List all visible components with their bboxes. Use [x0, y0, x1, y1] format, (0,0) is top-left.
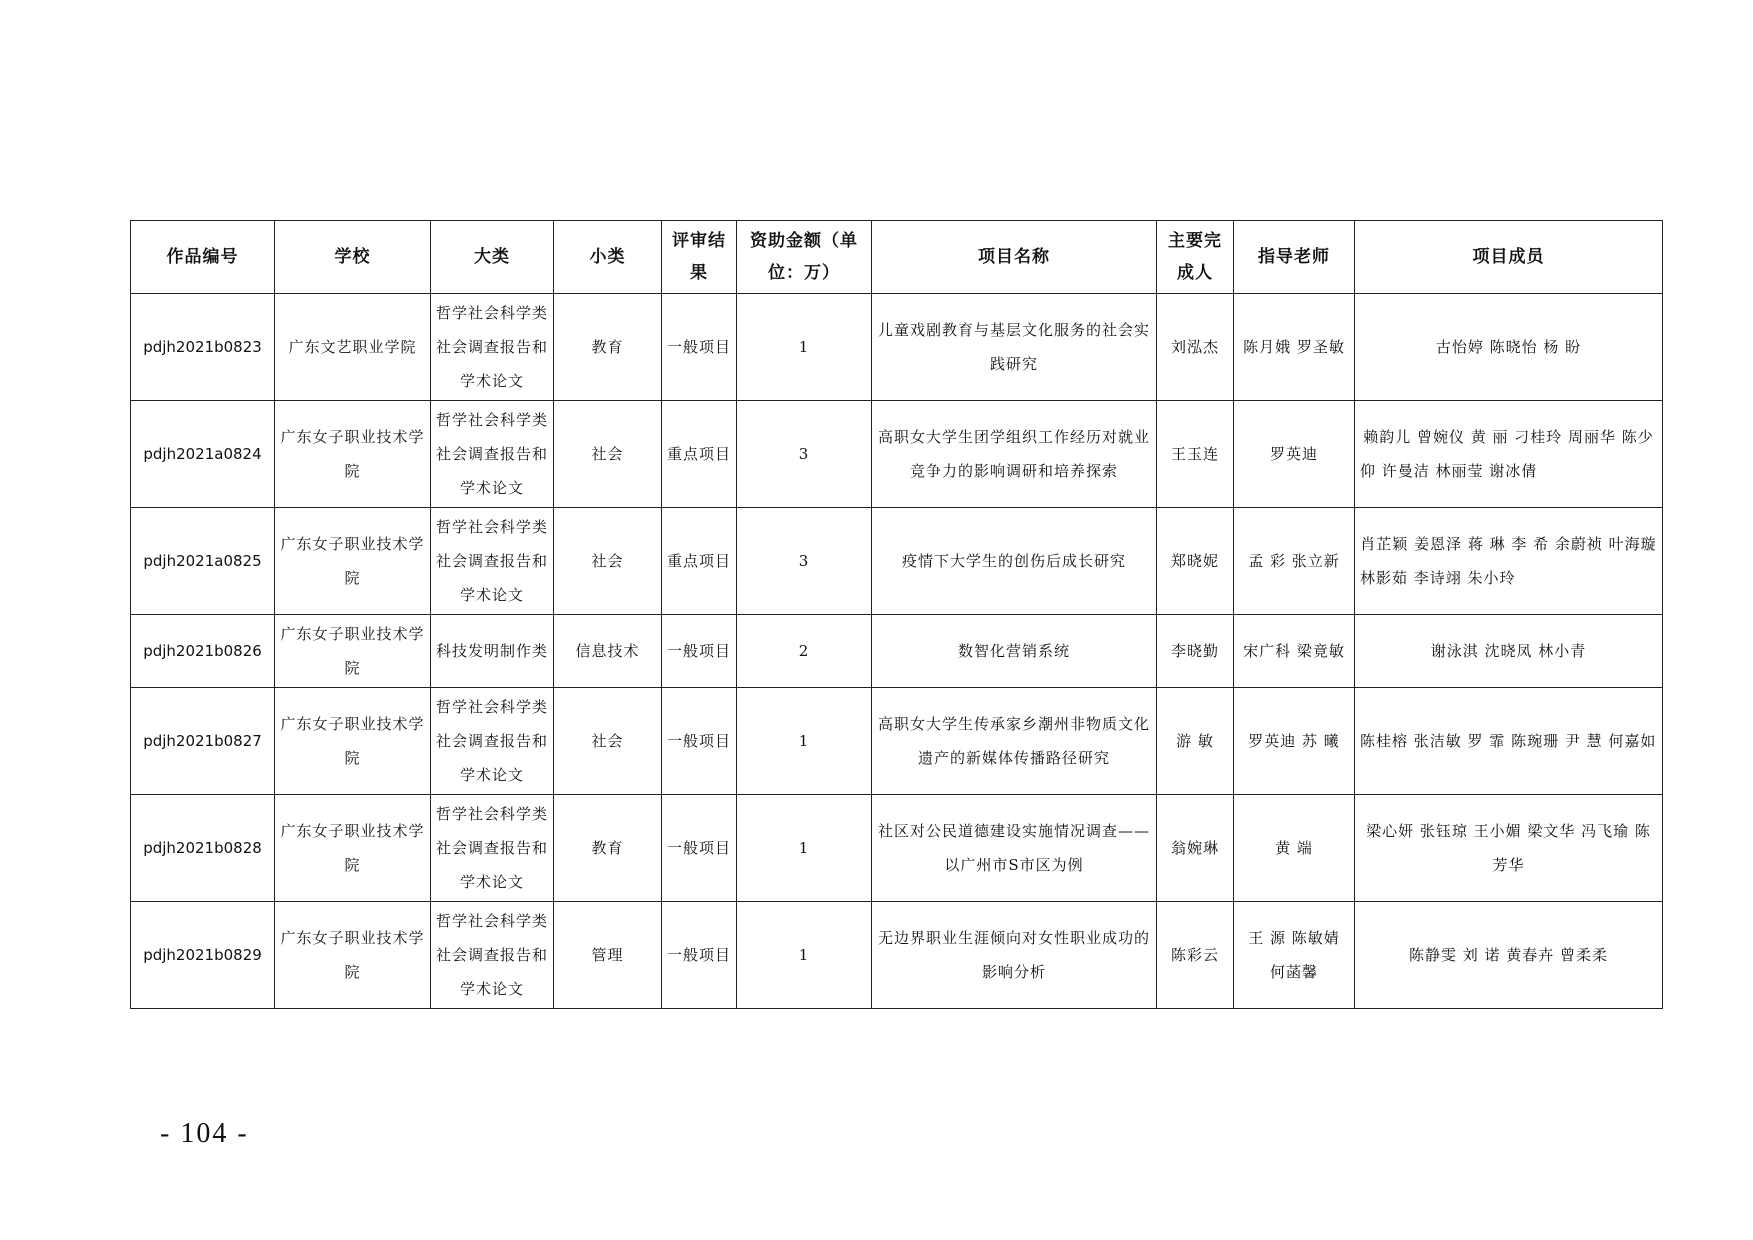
project-name-cell: 数智化营销系统	[872, 615, 1157, 688]
school-cell: 广东女子职业技术学院	[275, 795, 431, 902]
advisor-cell: 陈月娥 罗圣敏	[1234, 294, 1355, 401]
subcategory-cell: 社会	[554, 688, 662, 795]
header-work-id: 作品编号	[131, 221, 275, 294]
funding-amount-cell: 2	[737, 615, 872, 688]
funding-amount-cell: 1	[737, 294, 872, 401]
school-cell: 广东文艺职业学院	[275, 294, 431, 401]
work-id-cell: pdjh2021b0828	[131, 795, 275, 902]
category-cell: 哲学社会科学类社会调查报告和学术论文	[431, 902, 554, 1009]
advisor-cell: 孟 彩 张立新	[1234, 508, 1355, 615]
table-row	[131, 795, 1663, 902]
category-cell: 哲学社会科学类社会调查报告和学术论文	[431, 508, 554, 615]
school-cell: 广东女子职业技术学院	[275, 508, 431, 615]
project-name-cell: 高职女大学生团学组织工作经历对就业竞争力的影响调研和培养探索	[872, 401, 1157, 508]
lead-author-cell: 游 敏	[1157, 688, 1234, 795]
category-cell: 科技发明制作类	[431, 615, 554, 688]
category-cell: 哲学社会科学类社会调查报告和学术论文	[431, 294, 554, 401]
page-number: - 104 -	[160, 1118, 249, 1149]
lead-author-cell: 郑晓妮	[1157, 508, 1234, 615]
funding-amount-cell: 3	[737, 508, 872, 615]
subcategory-cell: 社会	[554, 401, 662, 508]
table-header-row	[131, 221, 1663, 294]
school-cell: 广东女子职业技术学院	[275, 615, 431, 688]
table-row	[131, 902, 1663, 1009]
header-project-name: 项目名称	[872, 221, 1157, 294]
category-cell: 哲学社会科学类社会调查报告和学术论文	[431, 688, 554, 795]
table-row	[131, 508, 1663, 615]
members-cell: 陈静雯 刘 诺 黄春卉 曾柔柔	[1355, 902, 1663, 1009]
members-cell: 赖韵儿 曾婉仪 黄 丽 刁桂玲 周丽华 陈少仰 许曼洁 林丽莹 谢冰倩	[1355, 401, 1663, 508]
work-id-cell: pdjh2021a0824	[131, 401, 275, 508]
project-name-cell: 儿童戏剧教育与基层文化服务的社会实践研究	[872, 294, 1157, 401]
review-result-cell: 一般项目	[662, 688, 737, 795]
header-review-result: 评审结果	[662, 221, 737, 294]
members-cell: 肖芷颖 姜恩泽 蒋 琳 李 希 余蔚祯 叶海璇 林影茹 李诗翊 朱小玲	[1355, 508, 1663, 615]
school-cell: 广东女子职业技术学院	[275, 401, 431, 508]
header-school: 学校	[275, 221, 431, 294]
review-result-cell: 一般项目	[662, 902, 737, 1009]
subcategory-cell: 信息技术	[554, 615, 662, 688]
members-cell: 谢泳淇 沈晓凤 林小青	[1355, 615, 1663, 688]
lead-author-cell: 翁婉琳	[1157, 795, 1234, 902]
category-cell: 哲学社会科学类社会调查报告和学术论文	[431, 401, 554, 508]
advisor-cell: 罗英迪 苏 曦	[1234, 688, 1355, 795]
advisor-cell: 王 源 陈敏婧 何菡馨	[1234, 902, 1355, 1009]
table-row	[131, 401, 1663, 508]
review-result-cell: 重点项目	[662, 401, 737, 508]
subcategory-cell: 管理	[554, 902, 662, 1009]
subcategory-cell: 教育	[554, 795, 662, 902]
funding-amount-cell: 3	[737, 401, 872, 508]
header-funding-amount: 资助金额（单位：万）	[737, 221, 872, 294]
table-row	[131, 294, 1663, 401]
header-advisor: 指导老师	[1234, 221, 1355, 294]
project-name-cell: 高职女大学生传承家乡潮州非物质文化遗产的新媒体传播路径研究	[872, 688, 1157, 795]
school-cell: 广东女子职业技术学院	[275, 688, 431, 795]
lead-author-cell: 刘泓杰	[1157, 294, 1234, 401]
advisor-cell: 黄 端	[1234, 795, 1355, 902]
header-subcategory: 小类	[554, 221, 662, 294]
school-cell: 广东女子职业技术学院	[275, 902, 431, 1009]
work-id-cell: pdjh2021a0825	[131, 508, 275, 615]
members-cell: 梁心妍 张钰琼 王小媚 梁文华 冯飞瑜 陈芳华	[1355, 795, 1663, 902]
lead-author-cell: 李晓勤	[1157, 615, 1234, 688]
lead-author-cell: 陈彩云	[1157, 902, 1234, 1009]
header-lead-author: 主要完成人	[1157, 221, 1234, 294]
header-category: 大类	[431, 221, 554, 294]
advisor-cell: 罗英迪	[1234, 401, 1355, 508]
project-name-cell: 疫情下大学生的创伤后成长研究	[872, 508, 1157, 615]
funding-amount-cell: 1	[737, 688, 872, 795]
header-members: 项目成员	[1355, 221, 1663, 294]
work-id-cell: pdjh2021b0829	[131, 902, 275, 1009]
funding-amount-cell: 1	[737, 795, 872, 902]
award-table	[130, 220, 1663, 1009]
table-row	[131, 615, 1663, 688]
review-result-cell: 一般项目	[662, 615, 737, 688]
review-result-cell: 一般项目	[662, 294, 737, 401]
subcategory-cell: 教育	[554, 294, 662, 401]
subcategory-cell: 社会	[554, 508, 662, 615]
award-table-container	[130, 220, 1663, 1009]
category-cell: 哲学社会科学类社会调查报告和学术论文	[431, 795, 554, 902]
review-result-cell: 重点项目	[662, 508, 737, 615]
project-name-cell: 社区对公民道德建设实施情况调查——以广州市S市区为例	[872, 795, 1157, 902]
work-id-cell: pdjh2021b0826	[131, 615, 275, 688]
lead-author-cell: 王玉连	[1157, 401, 1234, 508]
members-cell: 陈桂榕 张洁敏 罗 霏 陈琬珊 尹 慧 何嘉如	[1355, 688, 1663, 795]
members-cell: 古怡婷 陈晓怡 杨 盼	[1355, 294, 1663, 401]
table-row	[131, 688, 1663, 795]
funding-amount-cell: 1	[737, 902, 872, 1009]
work-id-cell: pdjh2021b0823	[131, 294, 275, 401]
advisor-cell: 宋广科 梁竟敏	[1234, 615, 1355, 688]
project-name-cell: 无边界职业生涯倾向对女性职业成功的影响分析	[872, 902, 1157, 1009]
review-result-cell: 一般项目	[662, 795, 737, 902]
work-id-cell: pdjh2021b0827	[131, 688, 275, 795]
